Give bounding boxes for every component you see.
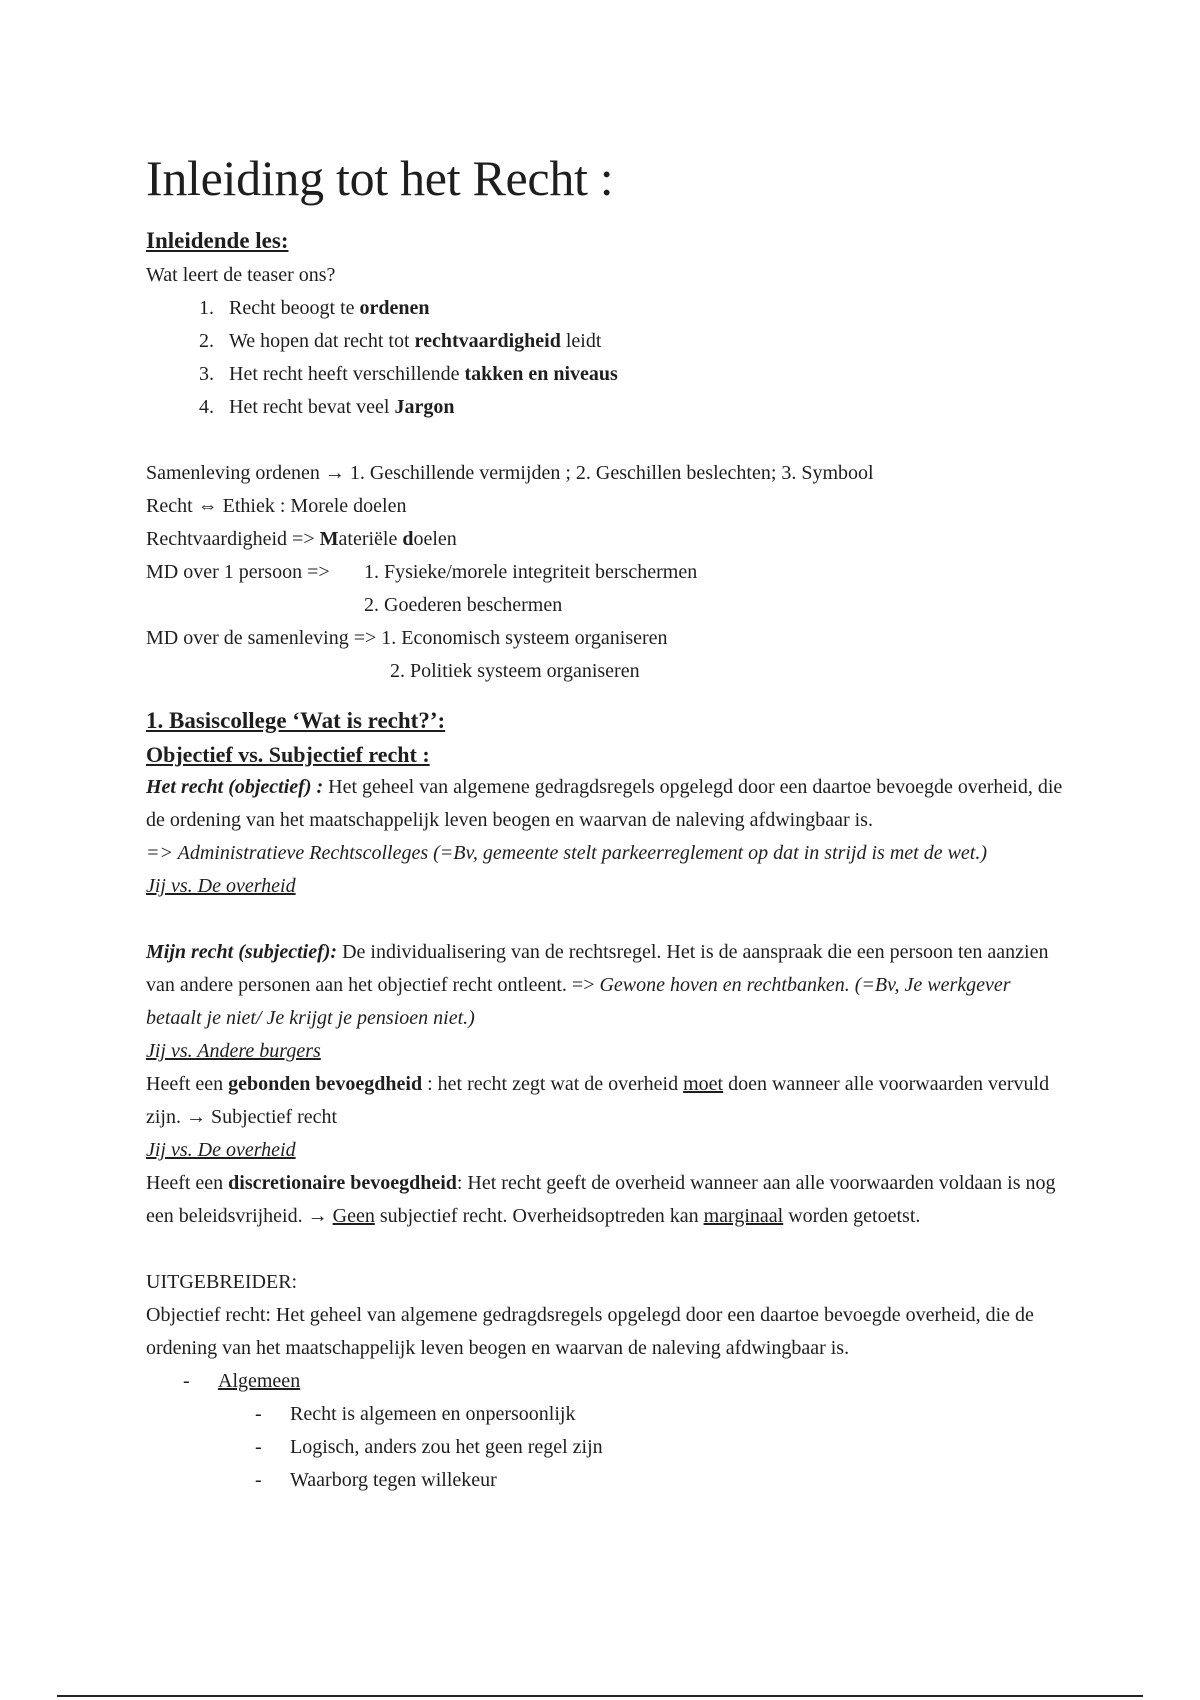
list-item: - Algemeen - Recht is algemeen en onpersoonlijk - Logisch, anders zou het geen regel zijn - Waarborg tegen willekeur	[183, 1365, 1066, 1497]
list-item: 1. Recht beoogt te ordenen	[219, 292, 1066, 325]
spacer	[146, 903, 1066, 936]
intro-question: Wat leert de teaser ons?	[146, 263, 336, 286]
jij-burgers-label: Jij vs. Andere burgers	[146, 1040, 321, 1062]
algemeen-list	[146, 1365, 1066, 1497]
subjectief-paragraph: Mijn recht (subjectief): De individualisering van de rechtsregel. Het is de aanspraak die een persoon ten aanzien van andere personen aan het objectief recht ontleent. => Gewone hoven en rechtbanken. (=Bv, Je werkgever betaalt je niet/ Je krijgt je pensioen niet.)	[146, 941, 1049, 1029]
samenleving-line: Samenleving ordenen → 1. Geschillende vermijden ; 2. Geschillen beslechten; 3. Symbool	[146, 461, 874, 484]
discretionair-paragraph: Heeft een discretionaire bevoegdheid: Het recht geeft de overheid wanneer aan alle voorwaarden voldaan is nog een beleidsvrijheid. → Geen subjectief recht. Overheidsoptreden kan marginaal worden getoetst.	[146, 1172, 1056, 1227]
jij-overheid-label-2: Jij vs. De overheid	[146, 1139, 296, 1161]
document-page	[146, 150, 1066, 1497]
recht-ethiek-line: Recht ⇔ Ethiek : Morele doelen	[146, 494, 407, 517]
gebonden-paragraph: Heeft een gebonden bevoegdheid : het recht zegt wat de overheid moet doen wanneer alle voorwaarden vervuld zijn. → Subjectief recht	[146, 1073, 1050, 1128]
list-item: 4. Het recht bevat veel Jargon	[219, 391, 1066, 424]
list-item: - Recht is algemeen en onpersoonlijk	[255, 1398, 1066, 1431]
list-item: 3. Het recht heeft verschillende takken en niveaus	[219, 358, 1066, 391]
objectief-example: => Administratieve Rechtscolleges (=Bv, gemeente stelt parkeerreglement op dat in strijd is met de wet.)	[146, 842, 988, 864]
md-persoon-line: MD over 1 persoon =>1. Fysieke/morele integriteit berschermen	[146, 560, 698, 583]
spacer	[146, 688, 1066, 704]
spacer	[146, 1233, 1066, 1266]
jij-overheid-label: Jij vs. De overheid	[146, 875, 296, 897]
uitgebreider-label: UITGEBREIDER:	[146, 1271, 298, 1293]
rechtvaardigheid-line: Rechtvaardigheid => Materiële doelen	[146, 527, 457, 550]
md-samenleving-line: MD over de samenleving => 1. Economisch systeem organiseren	[146, 626, 668, 649]
md-samenleving-line-2: 2. Politiek systeem organiseren	[390, 659, 640, 682]
intro-list	[146, 292, 1066, 424]
algemeen-sublist	[218, 1398, 1066, 1497]
footer-rule	[57, 1695, 1143, 1697]
md-persoon-line-2: 2. Goederen beschermen	[364, 593, 563, 616]
section-subheading: Objectief vs. Subjectief recht :	[146, 742, 430, 767]
list-item: - Waarborg tegen willekeur	[255, 1464, 1066, 1497]
list-item: - Logisch, anders zou het geen regel zijn	[255, 1431, 1066, 1464]
intro-heading: Inleidende les:	[146, 228, 289, 253]
objectief-paragraph: Het recht (objectief) : Het geheel van algemene gedragdsregels opgelegd door een daartoe bevoegde overheid, die de ordening van het maatschappelijk leven beogen en waarvan de naleving afdwingbaar is.	[146, 776, 1063, 831]
uitgebreider-paragraph: Objectief recht: Het geheel van algemene gedragdsregels opgelegd door een daartoe bevoegde overheid, die de ordening van het maatschappelijk leven beogen en waarvan de naleving afdwingbaar is.	[146, 1304, 1034, 1359]
section-heading: 1. Basiscollege ‘Wat is recht?’:	[146, 707, 446, 733]
spacer	[146, 424, 1066, 457]
page-title: Inleiding tot het Recht :	[146, 150, 614, 206]
list-item: 2. We hopen dat recht tot rechtvaardigheid leidt	[219, 325, 1066, 358]
